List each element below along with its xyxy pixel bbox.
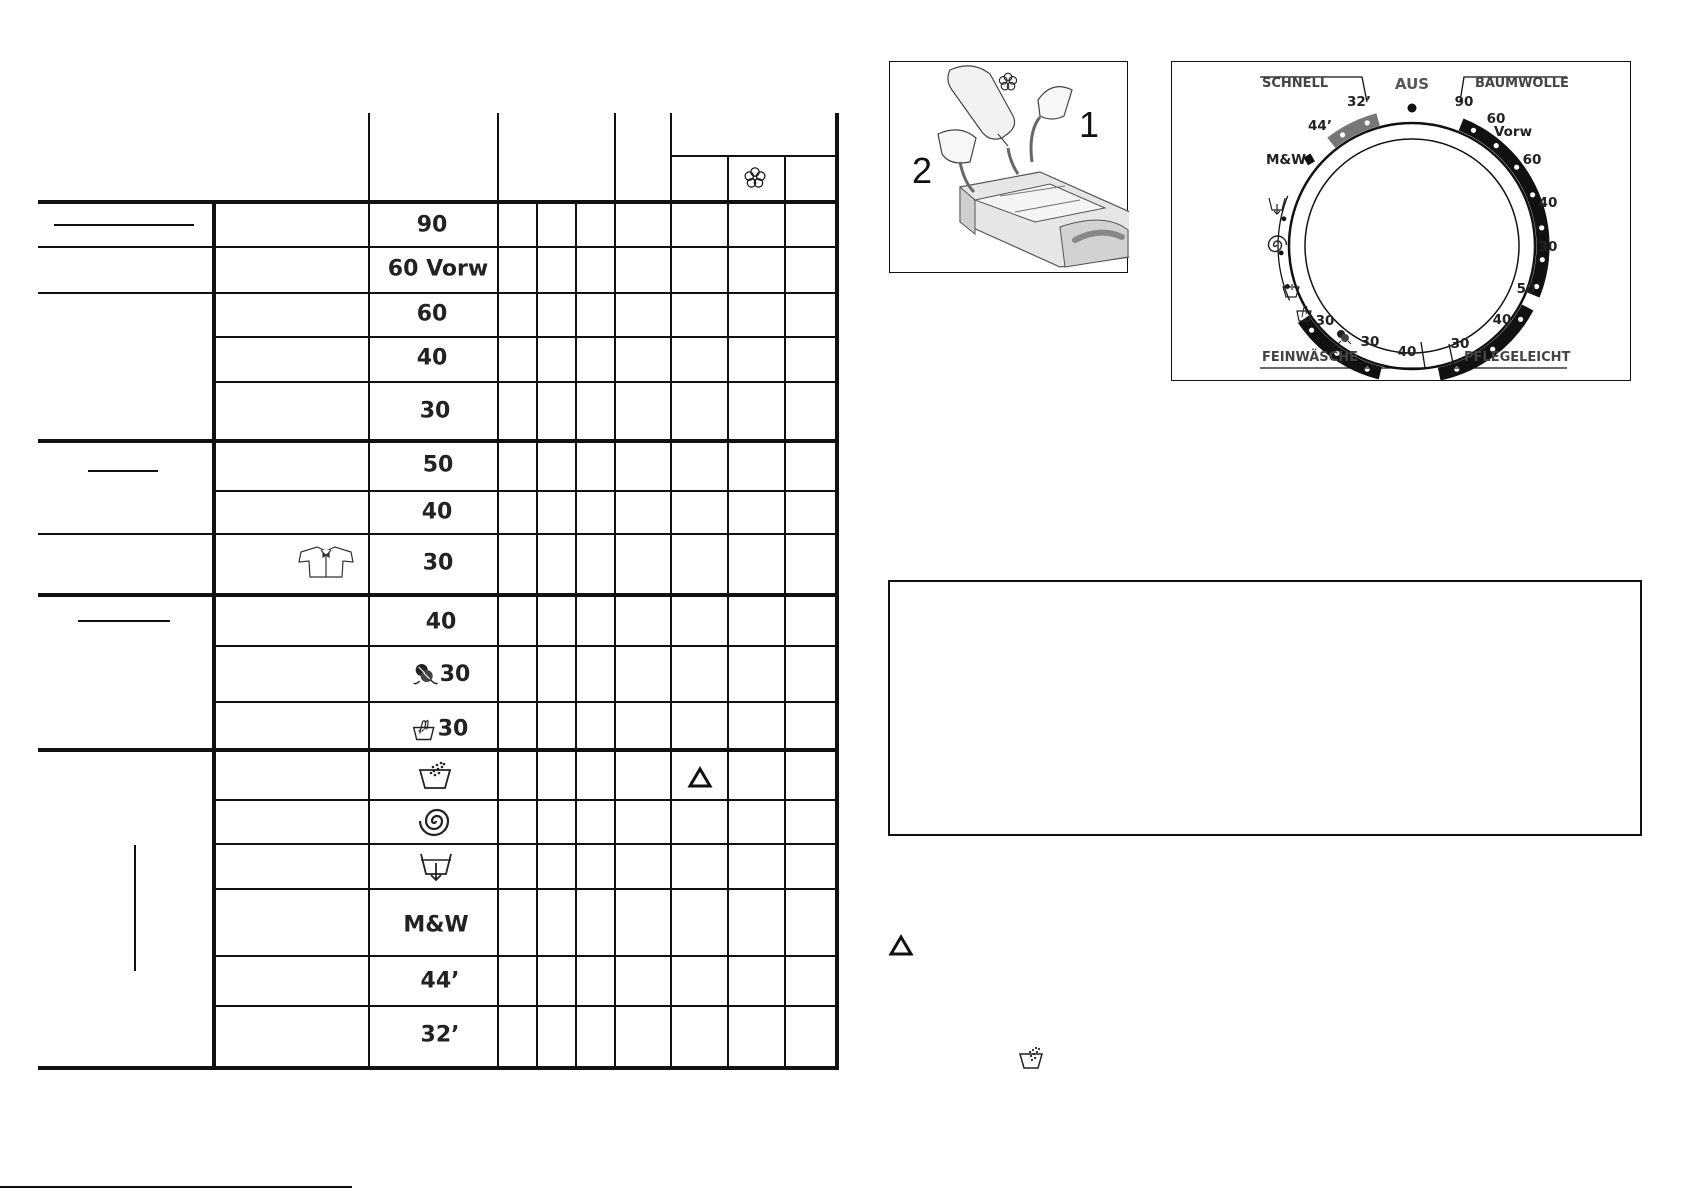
flower-icon [743,166,767,190]
table-section-border [38,593,839,597]
dial-label: 30 [1450,336,1470,352]
bracket-line [134,845,136,971]
dial-label: 40 [1492,312,1512,328]
dial-off-label: AUS [1394,75,1430,93]
dial-label: 44’ [1308,118,1332,134]
footer-rule [0,1186,352,1188]
row-temp: 44’ [420,968,460,994]
row-temp: 60 [416,301,448,327]
table-col-divider [212,202,216,1069]
dial-label: 60 [1486,111,1506,127]
dial-label: 30 [1538,239,1558,255]
dial-category-quick: SCHNELL [1262,76,1329,91]
table-row-divider [212,490,839,492]
compartment-label-2: 2 [912,150,933,191]
flower-icon [999,73,1016,90]
row-temp: 90 [416,212,448,238]
dial-label: 60 [1522,152,1542,168]
compartment-label-1: 1 [1079,104,1100,145]
dial-category-delicate: FEINWÄSCHE [1262,350,1358,365]
table-row-divider [212,645,839,647]
dial-dot [1279,251,1284,256]
dial-dot [1282,216,1287,221]
program-dial [1171,61,1631,381]
dial-drawing [1172,62,1632,382]
dial-label: 30 [1360,334,1380,350]
dispenser-illustration [889,61,1128,273]
table-row-divider [38,292,839,294]
dial-dot [1539,225,1544,230]
table-col-divider [497,113,499,1069]
dial-label: 50 [1516,281,1536,297]
dial-label: 32’ [1347,94,1371,110]
dial-label: 40 [1538,195,1558,211]
handwash-program-cell [412,717,469,742]
handwash-icon [412,717,436,741]
table-col-divider [670,113,672,1069]
spin-icon [417,804,451,838]
dial-dot [1530,192,1535,197]
shirt-icon [297,544,355,580]
row-temp: 40 [416,345,448,371]
table-section-border [38,200,839,204]
dial-category-cotton: BAUMWOLLE [1475,76,1569,91]
row-temp: 30 [419,398,451,424]
row-temp: M&W [403,912,469,938]
dial-label: 30 [1315,313,1335,329]
category-underline [88,470,158,472]
dial-dot [1365,367,1370,372]
dial-label: M&W [1265,152,1307,168]
drain-icon [419,850,453,882]
dial-dot [1454,367,1459,372]
row-temp: 40 [425,609,457,635]
wool-icon [412,661,438,687]
dial-dot [1540,257,1545,262]
table-row-divider [212,955,839,957]
table-row-divider [212,336,839,338]
dial-dot [1471,128,1476,133]
wool-program-cell [412,661,471,687]
row-temp: 50 [422,452,454,478]
table-col-divider [368,113,370,1069]
row-temp: 30 [437,716,469,742]
table-bottom-border [38,1066,839,1070]
program-table [0,0,840,1080]
table-col-divider [614,113,616,1069]
table-row-divider [212,1005,839,1007]
table-col-divider [536,202,538,1069]
dial-dot [1365,120,1370,125]
header-subdivider [670,155,839,157]
row-temp: 60 Vorw [387,256,489,282]
dial-label: Vorw [1493,124,1533,140]
row-temp: 32’ [420,1022,460,1048]
table-row-divider [212,701,839,703]
category-underline [78,620,170,622]
dial-label: 90 [1454,94,1474,110]
rinse-icon [1018,1046,1044,1074]
table-section-border [38,439,839,443]
table-row-divider [212,381,839,383]
row-temp: 40 [421,499,453,525]
table-row-divider [212,888,839,890]
table-row-divider [212,843,839,845]
dial-category-easy-care: PFLEGELEICHT [1464,350,1571,365]
warning-triangle-icon [888,934,914,960]
category-underline [54,224,194,226]
dial-dot [1494,143,1499,148]
row-temp: 30 [422,550,454,576]
rinse-icon [418,760,452,790]
dial-dot [1518,317,1523,322]
table-col-divider [575,202,577,1069]
notes-box [888,580,1642,836]
table-row-divider [212,799,839,801]
warning-triangle-icon [687,766,713,788]
dial-dot [1340,132,1345,137]
table-section-border [38,748,839,752]
table-right-border [835,113,839,1069]
dial-dot [1514,165,1519,170]
dial-label: 40 [1397,344,1417,360]
row-temp: 30 [439,661,471,687]
table-row-divider [38,246,839,248]
table-row-divider [38,533,839,535]
dial-dot [1309,328,1314,333]
